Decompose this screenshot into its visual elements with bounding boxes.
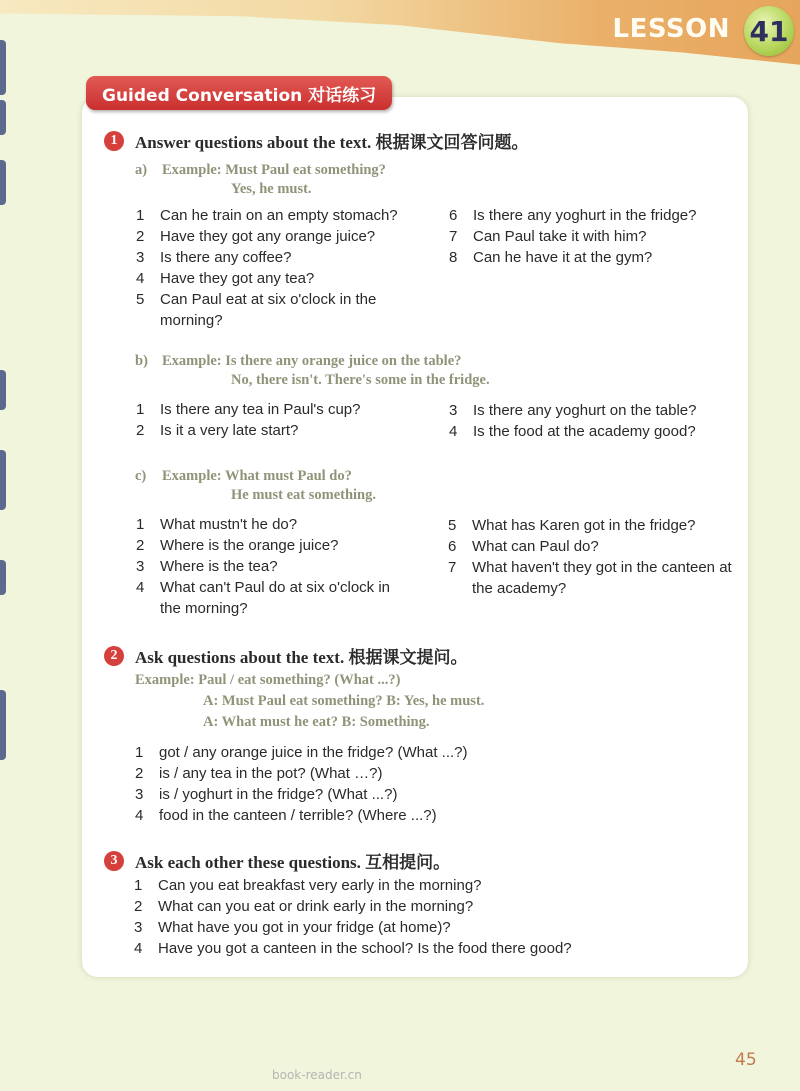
exercise-title: Answer questions about the text. 根据课文回答问题。	[135, 133, 529, 152]
exercise-1-header	[104, 128, 529, 153]
section-tab-guided-conversation: Guided Conversation 对话练习	[86, 76, 392, 110]
example-dialogue-2: A: What must he eat? B: Something.	[203, 714, 430, 730]
example-b	[135, 352, 490, 390]
question-item: 2 Have they got any orange juice?	[136, 228, 376, 245]
question-item: 3 is / yoghurt in the fridge? (What ...?)	[135, 786, 398, 803]
exercise-2-header	[104, 643, 467, 668]
page-edge-decoration	[0, 100, 6, 135]
example-question: Example: Must Paul eat something?	[162, 162, 386, 178]
exercise-number-badge: 3	[104, 851, 124, 871]
question-item: 7 Can Paul take it with him?	[449, 228, 647, 245]
example-a	[135, 161, 386, 199]
question-item: 4 Have you got a canteen in the school? Is the food there good?	[134, 940, 572, 957]
example-question: Example: Is there any orange juice on the table?	[162, 353, 462, 369]
question-item: 6 What can Paul do?	[448, 538, 599, 555]
question-item: 4 Have they got any tea?	[136, 270, 315, 287]
exercise-title: Ask each other these questions. 互相提问。	[135, 853, 451, 872]
page-number: 45	[735, 1050, 757, 1070]
question-item: 3 Is there any yoghurt on the table?	[449, 402, 697, 419]
question-item: 1 Can he train on an empty stomach?	[136, 207, 398, 224]
example-answer: He must eat something.	[231, 487, 376, 503]
exercise-number-badge: 1	[104, 131, 124, 151]
example-answer: Yes, he must.	[231, 181, 312, 197]
example-answer: No, there isn't. There's some in the fridge.	[231, 372, 490, 388]
question-item: 4 What can't Paul do at six o'clock in the morning?	[136, 579, 391, 617]
question-item: 1 Can you eat breakfast very early in the morning?	[134, 877, 482, 894]
exercise-title: Ask questions about the text. 根据课文提问。	[135, 648, 468, 667]
lesson-number-badge: 41	[744, 6, 794, 56]
question-item: 2 What can you eat or drink early in the morning?	[134, 898, 474, 915]
question-item: 1 got / any orange juice in the fridge? (What ...?)	[135, 744, 468, 761]
question-item: 3 What have you got in your fridge (at home)?	[134, 919, 451, 936]
page-edge-decoration	[0, 370, 6, 410]
sub-label: a)	[135, 162, 148, 178]
example-question: Example: What must Paul do?	[162, 468, 352, 484]
question-item: 7 What haven't they got in the canteen at the academy?	[448, 559, 732, 597]
question-item: 1 Is there any tea in Paul's cup?	[136, 401, 361, 418]
question-item: 5 Can Paul eat at six o'clock in the morning?	[136, 291, 377, 329]
question-item: 2 Is it a very late start?	[136, 422, 299, 439]
example-c	[135, 467, 376, 505]
page-edge-decoration	[0, 560, 6, 595]
lesson-label: LESSON	[612, 14, 730, 44]
page-edge-decoration	[0, 160, 6, 205]
question-item: 4 food in the canteen / terrible? (Where ...?)	[135, 807, 437, 824]
question-item: 6 Is there any yoghurt in the fridge?	[449, 207, 697, 224]
question-item: 2 is / any tea in the pot? (What …?)	[135, 765, 383, 782]
question-item: 4 Is the food at the academy good?	[449, 423, 696, 440]
page-edge-decoration	[0, 40, 6, 95]
question-item: 3 Is there any coffee?	[136, 249, 292, 266]
example-dialogue-1: A: Must Paul eat something? B: Yes, he must.	[203, 693, 485, 709]
question-item: 5 What has Karen got in the fridge?	[448, 517, 696, 534]
sub-label: b)	[135, 353, 148, 369]
watermark: book-reader.cn	[272, 1068, 362, 1082]
question-item: 2 Where is the orange juice?	[136, 537, 339, 554]
question-item: 3 Where is the tea?	[136, 558, 278, 575]
example-2	[135, 670, 484, 733]
question-item: 1 What mustn't he do?	[136, 516, 298, 533]
page-edge-decoration	[0, 690, 6, 760]
question-item: 8 Can he have it at the gym?	[449, 249, 653, 266]
page-edge-decoration	[0, 450, 6, 510]
sub-label: c)	[135, 468, 147, 484]
example-prompt: Example: Paul / eat something? (What ...?)	[135, 672, 401, 688]
exercise-3-header	[104, 848, 450, 873]
exercise-number-badge: 2	[104, 646, 124, 666]
